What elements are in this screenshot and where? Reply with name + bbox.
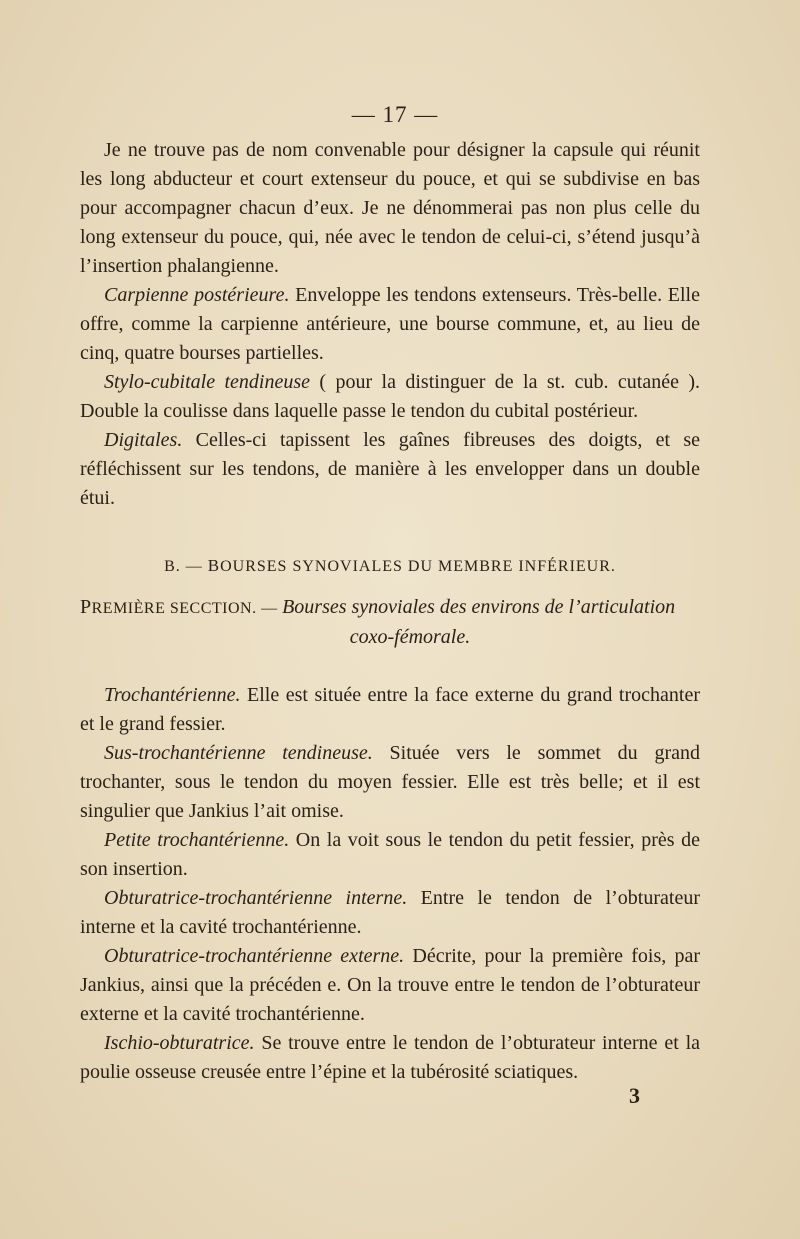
paragraph-stylo-cubitale xyxy=(80,368,700,426)
subsection-title-line2: coxo-fémorale. xyxy=(349,626,471,648)
paragraph-trochanterienne xyxy=(80,681,700,739)
term-label: Trochantérienne. xyxy=(104,684,241,706)
term-label: Digitales. xyxy=(104,429,183,451)
term-label: Ischio-obturatrice. xyxy=(104,1032,255,1054)
subsection-title-line1: Bourses synoviales des environs de l’articulation xyxy=(282,596,676,618)
section-heading xyxy=(80,551,700,581)
subsection-label-cap: P xyxy=(80,596,92,618)
page-number: — 17 — xyxy=(351,102,439,127)
paragraph-text: Décrite, pour la première fois, par Jankius, ainsi que la précéden e. On la trouve entre le tendon de l’obturateur externe et la cavité trochantérienne. xyxy=(80,945,701,1025)
document-page xyxy=(80,100,700,1087)
paragraph-sus-trochanterienne xyxy=(80,739,700,826)
signature-mark: 3 xyxy=(629,1083,640,1108)
term-label: Carpienne postérieure. xyxy=(104,284,290,306)
paragraph-petite-trochanterienne xyxy=(80,826,700,884)
paragraph-obturatrice-externe xyxy=(80,942,700,1029)
term-label: Stylo-cubitale tendineuse xyxy=(104,371,311,393)
paragraph-carpienne-posterieure xyxy=(80,281,700,368)
paragraph-capsule xyxy=(80,136,700,281)
term-label: Petite trochantérienne. xyxy=(104,829,290,851)
term-label: Obturatrice-trochantérienne interne. xyxy=(104,887,408,909)
paragraph-text: Je ne trouve pas de nom convenable pour désigner la capsule qui réunit les long abducteur et court extenseur du pouce, et qui se subdivise en bas pour accompagner chacun d’eux. Je ne dénommerai pas non plus celle du long extenseur du pouce, qui, née avec le tendon de celui-ci, s’étend jusqu’à l’insertion phalangienne. xyxy=(80,139,700,277)
paragraph-text: Située vers le sommet du grand trochanter, sous le tendon du moyen fessier. Elle est très belle; et il est singulier que Jankius l’ait omise. xyxy=(80,742,700,822)
paragraph-text: Enveloppe les tendons extenseurs. Très-belle. Elle offre, comme la carpienne antérieure, une bourse commune, et, au lieu de cinq, quatre bourses partielles. xyxy=(80,284,700,364)
paragraph-digitales xyxy=(80,426,700,513)
paragraph-text: Elle est située entre la face externe du grand trochanter et le grand fessier. xyxy=(80,684,700,735)
section-heading-cap: B xyxy=(207,556,221,575)
term-label: Sus-trochantérienne tendineuse. xyxy=(104,742,373,764)
paragraph-text: Entre le tendon de l’obturateur interne et la cavité trochantérienne. xyxy=(80,887,700,938)
paragraph-text: Celles-ci tapissent les gaînes fibreuses des doigts, et se réfléchissent sur les tendons, de manière à les envelopper dans un double étui. xyxy=(80,429,700,509)
section-heading-prefix: B. — xyxy=(164,558,208,575)
subsection-label xyxy=(80,596,283,618)
paragraph-text: ( pour la distinguer de la st. cub. cutanée ). Double la coulisse dans laquelle passe le tendon du cubital postérieur. xyxy=(80,371,701,422)
term-label: Obturatrice-trochantérienne externe. xyxy=(104,945,405,967)
section-heading-rest: OURSES SYNOVIALES DU MEMBRE INFÉRIEUR. xyxy=(220,558,616,575)
paragraph-text: Se trouve entre le tendon de l’obturateur interne et la poulie osseuse creusée entre l’épine et la tubérosité sciatiques. xyxy=(80,1032,700,1083)
paragraph-ischio-obturatrice xyxy=(80,1029,700,1087)
paragraph-obturatrice-interne xyxy=(80,884,700,942)
paragraph-text: On la voit sous le tendon du petit fessier, près de son insertion. xyxy=(80,829,700,880)
subsection-label-rest: REMIÈRE SECCTION. — xyxy=(91,600,283,617)
subsection-heading xyxy=(80,593,700,651)
